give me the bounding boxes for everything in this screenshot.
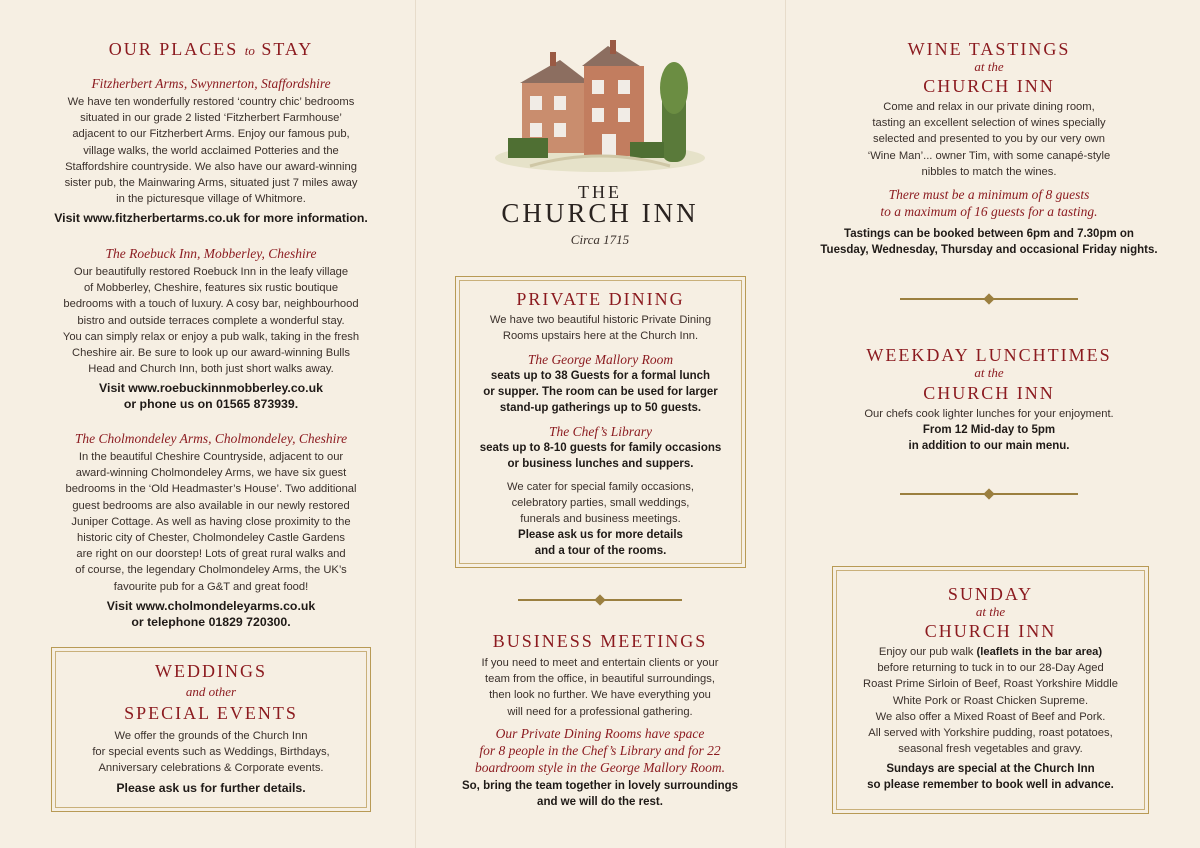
private-dining-title: PRIVATE DINING (516, 289, 685, 309)
wine-tastings-at: at the (974, 59, 1004, 74)
sunday-booking: Sundays are special at the Church Inn so please remember to book well in advance. (867, 763, 1114, 792)
private-dining-intro: We have two beautiful historic Private Dining Rooms upstairs here at the Church Inn. (489, 314, 712, 343)
weekday-lunchtimes-at: at the (974, 365, 1004, 380)
sunday-box (832, 566, 1149, 814)
logo-name: CHURCH INN (501, 198, 699, 228)
cholmondeley-visit: Visit www.cholmondeleyarms.co.uk or telephone 01829 720300. (106, 599, 316, 630)
weekday-lunchtimes-inn: CHURCH INN (923, 383, 1055, 403)
roebuck-visit: Visit www.roebuckinnmobberley.co.uk or phone us on 01565 873939. (99, 381, 323, 412)
wine-tastings-inn: CHURCH INN (923, 76, 1055, 96)
ornament-divider (900, 295, 1078, 303)
private-dining-ask: Please ask us for more details and a tour of the rooms. (518, 529, 683, 558)
ornament-divider (518, 596, 682, 604)
logo-circa: Circa 1715 (570, 232, 630, 247)
weddings-and-other: and other (185, 684, 237, 699)
sunday-inn: CHURCH INN (924, 621, 1057, 641)
logo-the: THE (578, 182, 622, 202)
weddings-body: We offer the grounds of the Church Inn for special events such as Weddings, Birthdays, Anniversary celebrations & Corporate events. (92, 730, 330, 775)
weekday-lunchtimes-hours: From 12 Mid-day to 5pm in addition to our main menu. (908, 424, 1070, 453)
chefs-library-body: seats up to 8-10 guests for family occasions or business lunches and suppers. (479, 442, 722, 471)
fold-line-left (415, 0, 416, 848)
weekday-lunchtimes-title: WEEKDAY LUNCHTIMES (866, 345, 1112, 365)
sunday-at: at the (975, 604, 1006, 619)
sunday-title: SUNDAY (947, 584, 1034, 604)
fitz-visit: Visit www.fitzherbertarms.co.uk for more information. (54, 211, 368, 225)
sunday-body: Enjoy our pub walk (leaflets in the bar area) before returning to tuck in to our 28-Day Aged Roast Prime Sirloin of Beef, Roast Yorkshire Middle White Pork or Roast Chicken Supreme. We also offer a Mixed Roast of Beef and Pork. All served with Yorkshire pudding, roast potatoes, seasonal fresh vegetables and gravy. (863, 646, 1118, 756)
business-meetings-closing: So, bring the team together in lovely surroundings and we will do the rest. (461, 780, 739, 809)
fitz-body: We have ten wonderfully restored ‘country chic’ bedrooms situated in our grade 2 listed ‘Fitzherbert Farmhouse’ adjacent to our Fitzherbert Arms. Enjoy our famous pub, village walks, the world acclaimed Potteries and the Staffordshire countryside. We also have our award-winning sister pub, the Mainwaring Arms, situated just 7 miles away in the picturesque village of Whitmore. (64, 96, 358, 206)
business-meetings-capacity: Our Private Dining Rooms have space for 8 people in the Chef’s Library and for 22 boardroom style in the George Mallory Room. (474, 726, 726, 775)
column-centre (438, 0, 762, 848)
chefs-library-heading: The Chef’s Library (548, 424, 652, 439)
wine-tastings-guests: There must be a minimum of 8 guests to a maximum of 16 guests for a tasting. (880, 187, 1098, 219)
business-meetings-body: If you need to meet and entertain clients or your team from the office, in beautiful surroundings, then look no further. We have everything you will need for a professional gathering. (481, 657, 719, 718)
weekday-lunchtimes-body: Our chefs cook lighter lunches for your enjoyment. (864, 408, 1114, 420)
fold-line-right (785, 0, 786, 848)
column-events (808, 0, 1170, 848)
wine-tastings-body: Come and relax in our private dining room, tasting an excellent selection of wines specially selected and presented to you by our very own ‘Wine Man’... owner Tim, with some canapé-style nibbles to match the wines. (867, 101, 1111, 178)
george-mallory-heading: The George Mallory Room (527, 352, 674, 367)
george-mallory-body: seats up to 38 Guests for a formal lunch or supper. The room can be used for larger stand-up gatherings up to 50 guests. (483, 370, 718, 415)
wine-tastings-booking: Tastings can be booked between 6pm and 7.30pm on Tuesday, Wednesday, Thursday and occasional Friday nights. (820, 228, 1158, 257)
church-inn-illustration (490, 38, 710, 178)
roebuck-heading: The Roebuck Inn, Mobberley, Cheshire (105, 246, 317, 261)
weddings-ask: Please ask us for further details. (116, 781, 306, 795)
fitz-heading: Fitzherbert Arms, Swynnerton, Staffordshire (91, 76, 331, 91)
weddings-box (51, 647, 371, 812)
wine-tastings-title: WINE TASTINGS (907, 39, 1071, 59)
private-dining-box (455, 276, 746, 568)
special-events-title: SPECIAL EVENTS (124, 703, 298, 723)
private-dining-cater: We cater for special family occasions, celebratory parties, small weddings, funerals and business meetings. (507, 481, 694, 526)
cholmondeley-body: In the beautiful Cheshire Countryside, adjacent to our award-winning Cholmondeley Arms, we have six guest bedrooms in the ‘Old Headmaster’s House’. Two additional guest bedrooms are also available in our newly restored Juniper Cottage. As well as having close proximity to the historic city of Chester, Cholmondeley Castle Gardens are right on our doorstep! Lots of great rural walks and of course, the legendary Cholmondeley Arms, the UK’s favourite pub for a G&T and great food! (65, 451, 357, 593)
roebuck-body: Our beautifully restored Roebuck Inn in the leafy village of Mobberley, Cheshire, features six rustic boutique bedrooms with a touch of luxury. A cosy bar, neighbourhood bistro and outside terraces complete a wonderful stay. You can simply relax or enjoy a pub walk, taking in the fresh Cheshire air. Be sure to look up our award-winning Bulls Head and Church Inn, both just short walks away. (62, 266, 360, 376)
business-meetings-title: BUSINESS MEETINGS (492, 631, 708, 651)
cholmondeley-heading: The Cholmondeley Arms, Cholmondeley, Cheshire (74, 431, 348, 446)
places-title: OUR PLACES to STAY (108, 39, 314, 59)
column-places-to-stay (30, 0, 392, 848)
weddings-title: WEDDINGS (155, 661, 267, 681)
ornament-divider (900, 490, 1078, 498)
